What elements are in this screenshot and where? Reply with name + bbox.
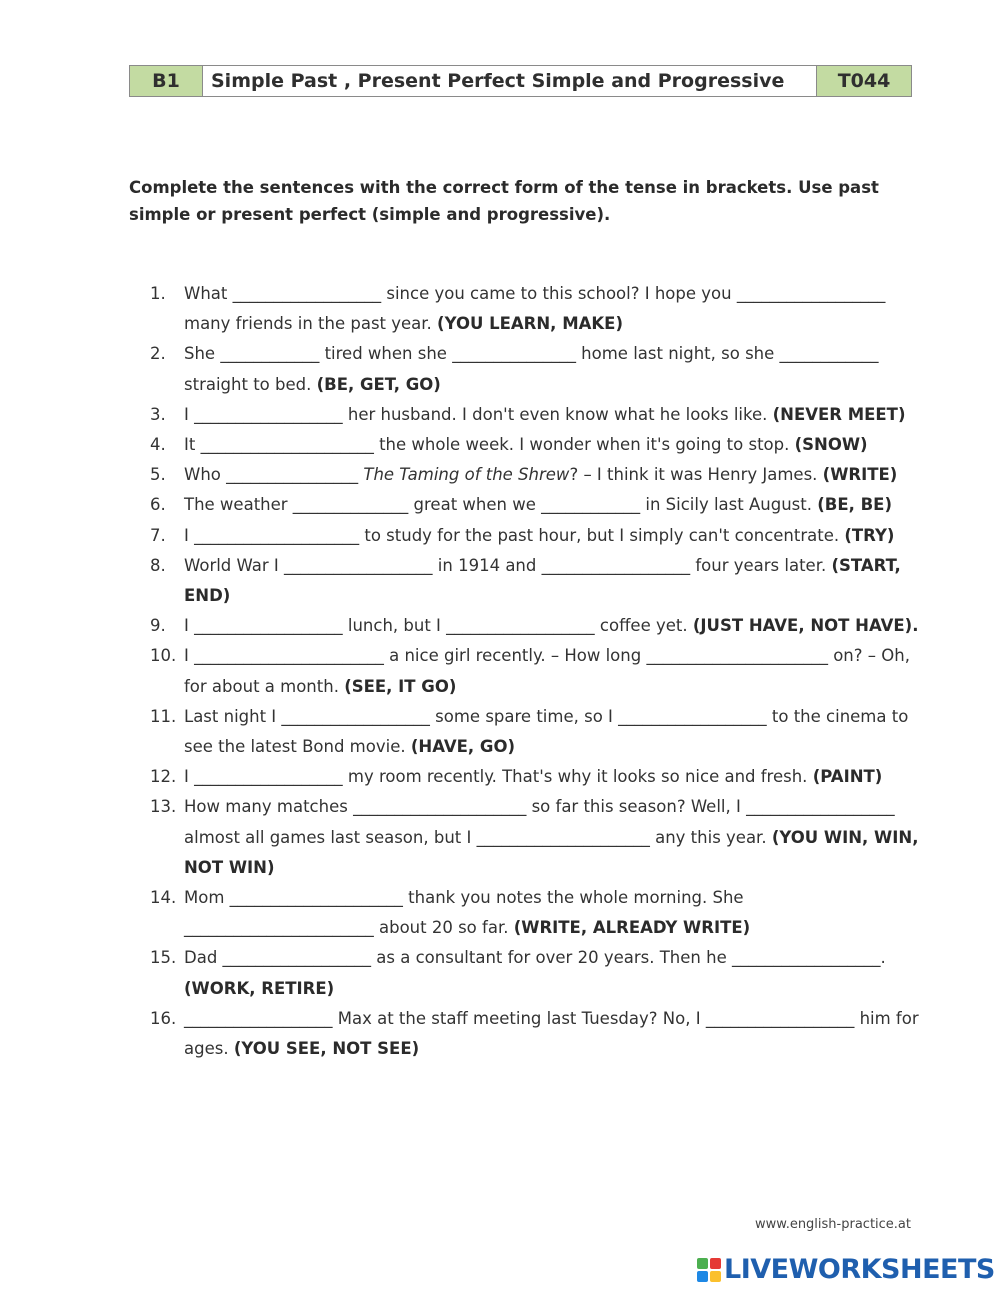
item-text-segment: straight to bed. (184, 374, 317, 394)
answer-blank[interactable]: _______________________ (194, 646, 384, 666)
item-text-segment: almost all games last season, but I (184, 827, 477, 847)
answer-blank[interactable]: __________________ (618, 706, 767, 726)
item-text-segment: in 1914 and (432, 555, 542, 575)
answer-blank[interactable]: __________________ (446, 616, 595, 636)
exercise-item (150, 521, 920, 551)
item-text-segment: on? – Oh, for about a month. (184, 646, 910, 696)
item-number: 4. (150, 435, 166, 455)
answer-blank[interactable]: __________________ (284, 555, 433, 575)
item-text-segment: She (184, 344, 221, 364)
answer-blank[interactable]: __________________ (232, 284, 382, 303)
exercise-item (150, 1004, 920, 1064)
item-text-segment: my room recently. That's why it looks so nice and fresh. (342, 767, 813, 787)
answer-blank[interactable]: _____________________ (353, 797, 527, 817)
item-text-segment: him for ages. (184, 1008, 919, 1059)
item-text (184, 279, 920, 339)
item-text-segment: about 20 so far. (373, 918, 514, 938)
item-text-segment: Max at the staff meeting last Tuesday? No, I (332, 1008, 706, 1028)
answer-blank[interactable]: ____________ (220, 344, 320, 364)
item-text-segment: since you came to this school? I hope you (381, 284, 737, 303)
logo-blocks-icon (697, 1258, 721, 1282)
verb-hint: (HAVE, GO) (410, 737, 516, 757)
item-number: 2. (150, 344, 166, 364)
item-text-segment: to study for the past hour, but I simply can't concentrate. (359, 525, 845, 545)
item-text-segment: World War I (184, 555, 285, 575)
item-text (184, 490, 920, 520)
answer-blank[interactable]: __________________ (281, 706, 430, 726)
item-text-segment: her husband. I don't even know what he looks like. (342, 404, 773, 424)
exercise-item (150, 792, 920, 883)
answer-blank[interactable]: ____________________ (194, 525, 360, 545)
item-number: 9. (150, 616, 166, 636)
item-number: 1. (150, 284, 166, 303)
verb-hint: (YOU WIN, WIN, NOT WIN) (184, 827, 919, 877)
verb-hint: (BE, BE) (817, 495, 892, 515)
item-text-segment: ? – I think it was Henry James. (569, 465, 823, 485)
exercise-item (150, 551, 920, 611)
answer-blank[interactable]: _______________________ (184, 918, 374, 938)
item-text (184, 339, 920, 399)
item-text (184, 460, 920, 490)
item-text-segment: four years later. (690, 555, 832, 575)
worksheet-code: T044 (817, 66, 912, 97)
answer-blank[interactable]: __________________ (541, 555, 691, 575)
book-title: The Taming of the Shrew (363, 465, 570, 485)
exercise-item (150, 460, 920, 490)
item-text (184, 792, 920, 883)
item-text-segment: . (880, 948, 886, 968)
logo-block (710, 1271, 721, 1282)
verb-hint: (TRY) (844, 525, 895, 545)
item-text-segment: Last night I (184, 706, 282, 726)
answer-blank[interactable]: __________________ (194, 404, 343, 424)
item-text-segment: tired when she (319, 344, 453, 364)
verb-hint: (NEVER MEET) (772, 404, 906, 424)
exercise-item (150, 641, 920, 701)
answer-blank[interactable]: ______________________ (646, 646, 828, 666)
answer-blank[interactable]: __________________ (184, 1008, 333, 1028)
item-text-segment: great when we (408, 495, 542, 515)
item-text-segment: It (184, 435, 201, 455)
item-number: 8. (150, 555, 166, 575)
answer-blank[interactable]: _____________________ (476, 827, 650, 847)
item-text-segment: The weather (184, 495, 293, 515)
item-text-segment: I (184, 525, 195, 545)
answer-blank[interactable]: __________________ (736, 284, 886, 303)
item-text-segment: in Sicily last August. (640, 495, 818, 515)
item-text (184, 430, 920, 460)
answer-blank[interactable]: ____________ (541, 495, 641, 515)
header-table (129, 65, 912, 97)
item-text (184, 702, 920, 762)
exercise-list (150, 279, 920, 1064)
item-text-segment: Who (184, 465, 227, 485)
verb-hint: (WRITE) (822, 465, 898, 485)
item-number: 5. (150, 465, 166, 485)
answer-blank[interactable]: _____________________ (200, 435, 374, 455)
item-text-segment: Dad (184, 948, 223, 968)
item-text-segment: thank you notes the whole morning. She (402, 888, 744, 908)
item-text (184, 883, 920, 943)
answer-blank[interactable]: _______________ (452, 344, 576, 364)
answer-blank[interactable]: ____________ (779, 344, 879, 364)
item-text-segment: Mom (184, 888, 230, 908)
answer-blank[interactable]: ______________ (292, 495, 409, 515)
verb-hint: (START, END) (184, 555, 901, 606)
item-text-segment: the whole week. I wonder when it's going to stop. (373, 435, 795, 455)
logo-block (710, 1258, 721, 1269)
verb-hint: (JUST HAVE, NOT HAVE). (692, 616, 919, 636)
exercise-item (150, 279, 920, 339)
item-text (184, 551, 920, 611)
level-badge: B1 (130, 66, 203, 97)
item-text (184, 521, 920, 551)
answer-blank[interactable]: __________________ (746, 797, 895, 817)
logo-block (697, 1258, 708, 1269)
liveworksheets-logo[interactable] (697, 1254, 995, 1285)
item-text-segment: What (184, 284, 233, 303)
item-number: 12. (150, 767, 177, 787)
item-text-segment: I (184, 767, 195, 787)
item-text-segment: How many matches (184, 797, 354, 817)
exercise-item (150, 943, 920, 1003)
item-text (184, 762, 920, 792)
exercise-item (150, 400, 920, 430)
answer-blank[interactable]: __________________ (194, 616, 343, 636)
item-text-segment: so far this season? Well, I (526, 797, 747, 817)
item-number: 10. (150, 646, 177, 666)
verb-hint: (WORK, RETIRE) (184, 978, 335, 998)
verb-hint: (WRITE, ALREADY WRITE) (513, 918, 751, 938)
item-text (184, 1004, 920, 1064)
verb-hint: (YOU SEE, NOT SEE) (233, 1039, 420, 1059)
item-text (184, 611, 920, 641)
answer-blank[interactable]: _____________________ (229, 888, 403, 908)
exercise-item (150, 430, 920, 460)
item-number: 6. (150, 495, 166, 515)
item-text-segment: a nice girl recently. – How long (383, 646, 647, 666)
item-number: 7. (150, 525, 166, 545)
answer-blank[interactable]: __________________ (731, 948, 881, 968)
answer-blank[interactable]: __________________ (222, 948, 372, 968)
verb-hint: (SEE, IT GO) (344, 676, 457, 696)
exercise-item (150, 490, 920, 520)
item-number: 11. (150, 706, 177, 726)
item-text-segment: lunch, but I (342, 616, 447, 636)
item-text-segment: I (184, 646, 195, 666)
item-text-segment: coffee yet. (594, 616, 693, 636)
worksheet-title: Simple Past , Present Perfect Simple and Progressive (203, 66, 817, 97)
item-text-segment: I (184, 404, 195, 424)
item-text-segment: some spare time, so I (429, 706, 619, 726)
exercise-item (150, 702, 920, 762)
item-text (184, 400, 920, 430)
exercise-item (150, 339, 920, 399)
item-number: 13. (150, 797, 177, 817)
item-text (184, 641, 920, 701)
exercise-item (150, 762, 920, 792)
item-text-segment: any this year. (649, 827, 772, 847)
exercise-item (150, 883, 920, 943)
item-text-segment: to the cinema to see the latest Bond movie. (184, 706, 909, 757)
item-number: 16. (150, 1008, 177, 1028)
answer-blank[interactable]: __________________ (194, 767, 343, 787)
logo-block (697, 1271, 708, 1282)
item-number: 15. (150, 948, 177, 968)
verb-hint: (PAINT) (812, 767, 883, 787)
verb-hint: (BE, GET, GO) (316, 374, 441, 394)
item-text (184, 943, 920, 1003)
item-text-segment: as a consultant for over 20 years. Then he (371, 948, 732, 968)
item-number: 14. (150, 888, 177, 908)
answer-blank[interactable]: ________________ (226, 465, 359, 485)
instructions: Complete the sentences with the correct form of the tense in brackets. Use past simple or present perfect (simple and progressive). (129, 178, 879, 224)
logo-text: LIVEWORKSHEETS (724, 1254, 995, 1285)
verb-hint: (SNOW) (794, 435, 868, 455)
exercise-item (150, 611, 920, 641)
verb-hint: (YOU LEARN, MAKE) (437, 314, 623, 334)
source-url[interactable]: www.english-practice.at (754, 1217, 911, 1232)
answer-blank[interactable]: __________________ (705, 1008, 855, 1028)
item-text-segment: I (184, 616, 195, 636)
item-text-segment: home last night, so she (575, 344, 780, 364)
item-number: 3. (150, 404, 166, 424)
item-text-segment: many friends in the past year. (184, 314, 438, 334)
